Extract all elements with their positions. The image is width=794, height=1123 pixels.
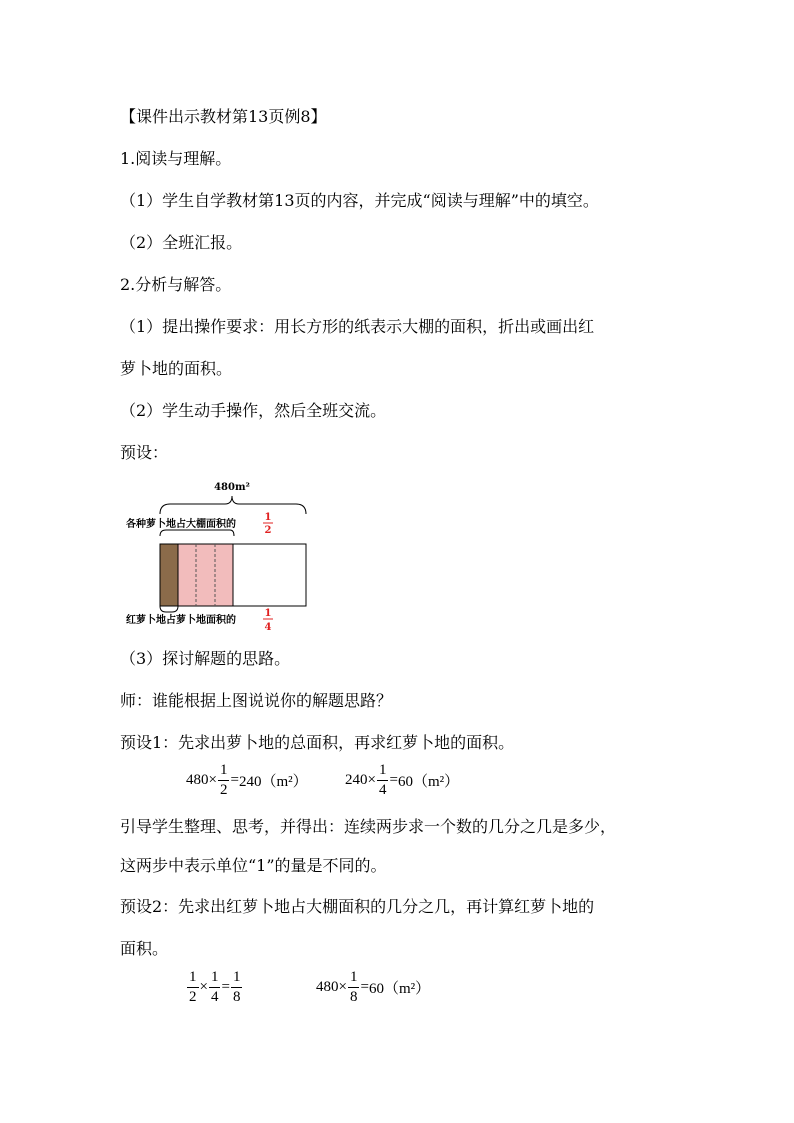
red-radish-area — [160, 544, 178, 606]
area-diagram — [120, 474, 320, 634]
formula-4: 480× $\frac{1}{8}$ =60（m²） — [316, 969, 431, 1005]
preset-1: 预设1：先求出萝卜地的总面积，再求红萝卜地的面积。 — [120, 733, 515, 752]
guidance-line-2: 这两步中表示单位“1”的量是不同的。 — [120, 856, 387, 875]
lesson-heading: 【课件出示教材第13页例8】 — [120, 107, 327, 126]
section-2-title: 2.分析与解答。 — [120, 275, 232, 294]
total-area-label: 480m² — [214, 482, 250, 493]
step-1-2: （2）全班汇报。 — [120, 233, 243, 252]
step-2-2: （2）学生动手操作，然后全班交流。 — [120, 401, 387, 420]
upper-fraction-num: 1 — [264, 512, 272, 523]
formula-1: 480× $\frac{1}{2}$ =240（m²） — [186, 762, 308, 798]
step-1-1: （1）学生自学教材第13页的内容，并完成“阅读与理解”中的填空。 — [120, 191, 599, 210]
lower-fraction-den: 4 — [264, 622, 272, 633]
upper-fraction-den: 2 — [264, 525, 272, 536]
step-2-1-cont: 萝卜地的面积。 — [120, 359, 233, 378]
half-brace — [160, 530, 234, 536]
preset-label: 预设： — [120, 443, 169, 462]
upper-fraction-label: 各种萝卜地占大棚面积的 — [126, 519, 236, 530]
step-2-3: （3）探讨解题的思路。 — [120, 649, 291, 668]
total-brace — [160, 496, 306, 514]
lower-fraction-label: 红萝卜地占萝卜地面积的 — [126, 615, 236, 626]
step-2-1: （1）提出操作要求：用长方形的纸表示大棚的面积，折出或画出红 — [120, 317, 595, 336]
lower-fraction-num: 1 — [264, 608, 272, 619]
radish-area — [178, 544, 233, 606]
formula-2: 240× $\frac{1}{4}$ =60（m²） — [345, 762, 460, 798]
guidance-line-1: 引导学生整理、思考，并得出：连续两步求一个数的几分之几是多少， — [120, 817, 617, 836]
formula-3: $\frac{1}{2}$ × $\frac{1}{4}$ = $\frac{1}{8}$ — [189, 969, 241, 1005]
quarter-brace — [160, 606, 178, 612]
teacher-question: 师：谁能根据上图说说你的解题思路？ — [120, 691, 393, 710]
preset-2-cont: 面积。 — [120, 939, 169, 958]
preset-2: 预设2：先求出红萝卜地占大棚面积的几分之几，再计算红萝卜地的 — [120, 897, 595, 916]
section-1-title: 1.阅读与理解。 — [120, 149, 232, 168]
